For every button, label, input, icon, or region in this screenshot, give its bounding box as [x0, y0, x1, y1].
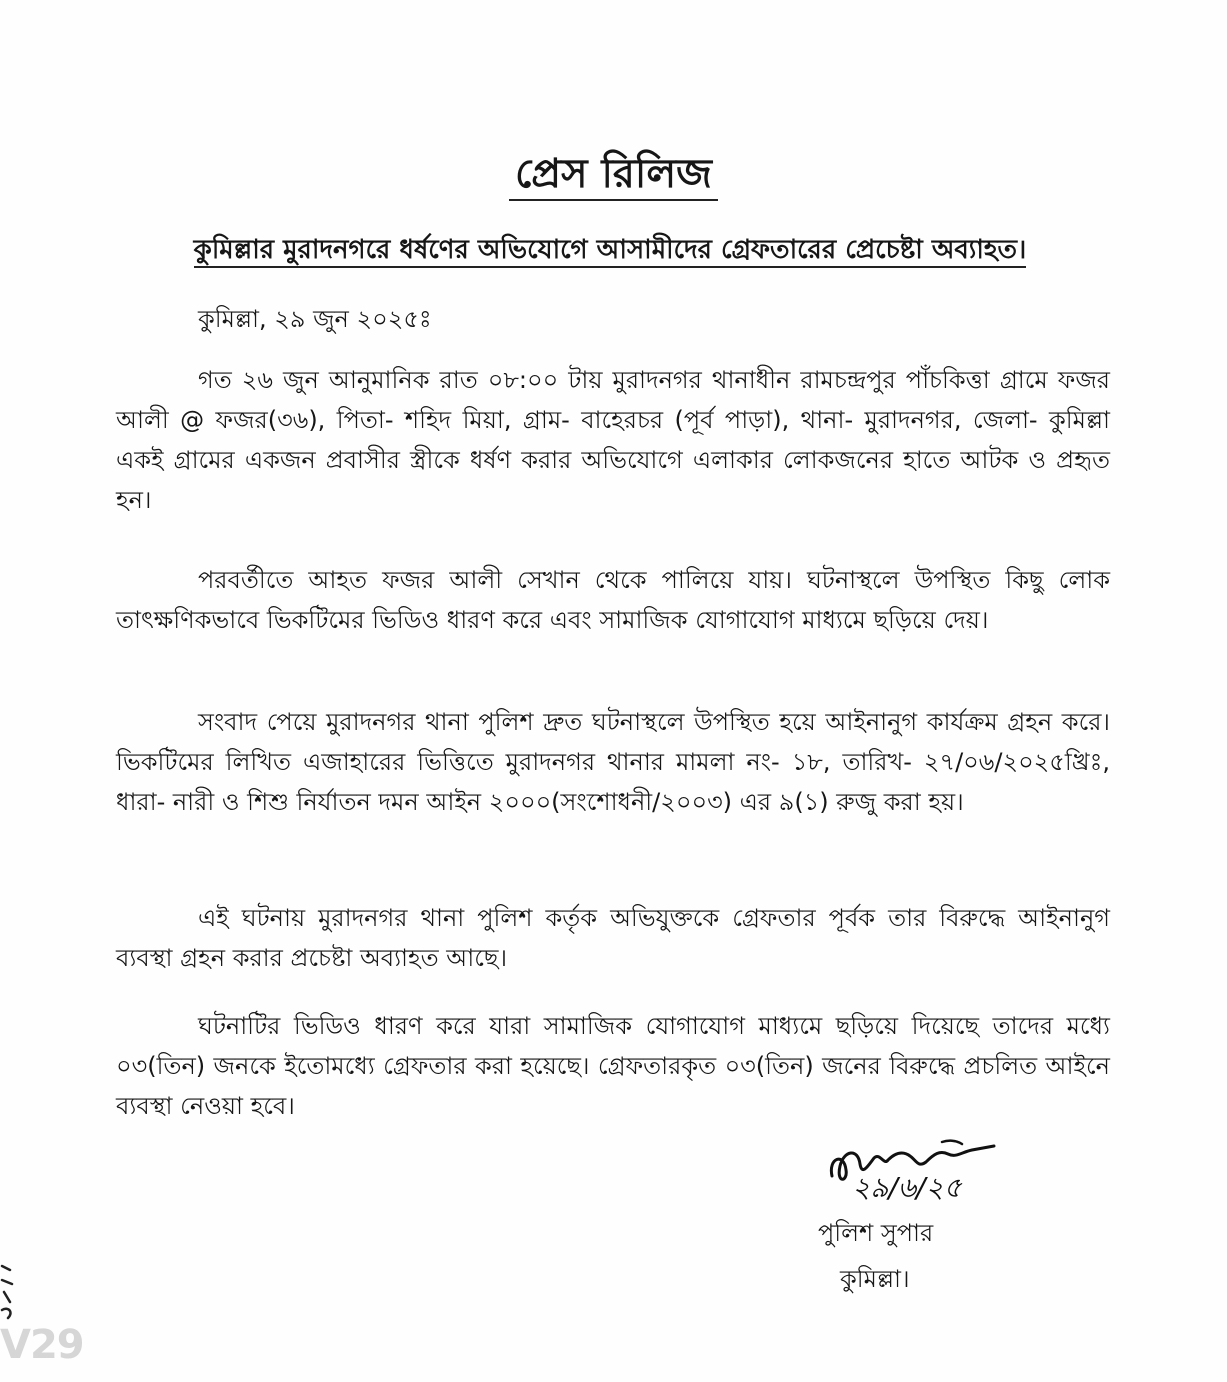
- document-subtitle-text: কুমিল্লার মুরাদনগরে ধর্ষণের অভিযোগে আসামীদের গ্রেফতারের প্রেচেষ্টা অব্যাহত।: [194, 235, 1027, 268]
- paragraph-4: এই ঘটনায় মুরাদনগর থানা পুলিশ কর্তৃক অভিযুক্তকে গ্রেফতার পূর্বক তার বিরুদ্ধে আইনানুগ ব্যবস্থা গ্রহন করার প্রচেষ্টা অব্যাহত আছে।: [116, 904, 1110, 972]
- document-title: [0, 148, 1227, 200]
- paragraph-1: গত ২৬ জুন আনুমানিক রাত ০৮:০০ টায় মুরাদনগর থানাধীন রামচন্দ্রপুর পাঁচকিত্তা গ্রামে ফজর আলী @ ফজর(৩৬), পিতা- শহিদ মিয়া, গ্রাম- বাহেরচর (পূর্ব পাড়া), থানা- মুরাদনগর, জেলা- কুমিল্লা একই গ্রামের একজন প্রবাসীর স্ত্রীকে ধর্ষণ করার অভিযোগে এলাকার লোকজনের হাতে আটক ও প্রহৃত হন।: [116, 366, 1110, 514]
- dateline: কুমিল্লা, ২৯ জুন ২০২৫ঃ: [198, 305, 432, 333]
- scan-edge-mark: [0, 1262, 20, 1322]
- signatory-district: কুমিল্লা।: [840, 1265, 910, 1293]
- paragraph-5: ঘটনাটির ভিডিও ধারণ করে যারা সামাজিক যোগাযোগ মাধ্যমে ছড়িয়ে দিয়েছে তাদের মধ্যে ০৩(তিন) জনকে ইতোমধ্যে গ্রেফতার করা হয়েছে। গ্রেফতারকৃত ০৩(তিন) জনের বিরুদ্ধে প্রচলিত আইনে ব্যবস্থা নেওয়া হবে।: [116, 1012, 1110, 1120]
- paragraph-2: পরবর্তীতে আহত ফজর আলী সেখান থেকে পালিয়ে যায়। ঘটনাস্থলে উপস্থিত কিছু লোক তাৎক্ষণিকভাবে ভিকটিমের ভিডিও ধারণ করে এবং সামাজিক যোগাযোগ মাধ্যমে ছড়িয়ে দেয়।: [116, 566, 1110, 634]
- paragraph-3: সংবাদ পেয়ে মুরাদনগর থানা পুলিশ দ্রুত ঘটনাস্থলে উপস্থিত হয়ে আইনানুগ কার্যক্রম গ্রহন করে। ভিকটিমের লিখিত এজাহারের ভিত্তিতে মুরাদনগর থানার মামলা নং- ১৮, তারিখ- ২৭/০৬/২০২৫খ্রিঃ, ধারা- নারী ও শিশু নির্যাতন দমন আইন ২০০০(সংশোধনী/২০০৩) এর ৯(১) রুজু করা হয়।: [116, 708, 1110, 816]
- signature-date: ২৯/৬/২৫: [852, 1171, 962, 1204]
- document-title-text: প্রেস রিলিজ: [509, 151, 718, 201]
- watermark-logo: V29: [0, 1322, 84, 1368]
- signatory-designation: পুলিশ সুপার: [818, 1219, 934, 1247]
- document-subtitle: [130, 232, 1090, 268]
